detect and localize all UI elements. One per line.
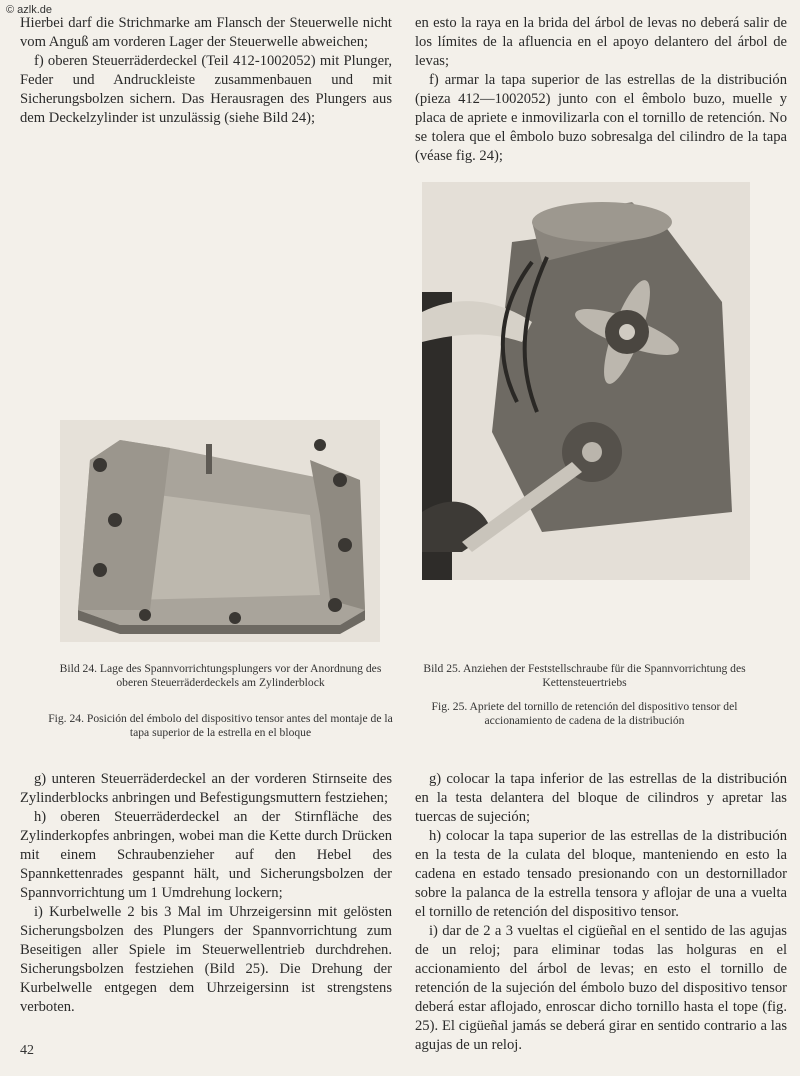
- engine-illustration: [422, 182, 750, 580]
- paragraph: f) armar la tapa superior de las estrellas de la distribución (pieza 412—1002052) junto con el êmbolo buzo, muelle y placa de apriete e inmovilizarla con el tornillo de retención. No se tolera que el êmbolo buzo sobresalga del cilindro de la tapa (véase fig. 24);: [415, 72, 787, 164]
- timing-cover-illustration: [60, 420, 380, 642]
- figure-25-caption-spanish: Fig. 25. Apriete del tornillo de retención del dispositivo tensor del accionamiento de cadena de la distribución: [431, 700, 738, 727]
- paragraph: g) unteren Steuerräderdeckel an der vorderen Stirnseite des Zylinderblocks anbringen und Befestigungsmuttern festziehen;: [20, 771, 392, 806]
- figure-24-cover-photo: [60, 420, 380, 642]
- left-lower-column: [20, 770, 392, 1017]
- figure-25-engine-photo: [422, 182, 750, 580]
- right-upper-column: [415, 14, 787, 166]
- page-number: 42: [20, 1043, 34, 1058]
- figure-24-caption-german: Bild 24. Lage des Spannvorrichtungsplungers vor der Anordnung des oberen Steuerräderdeckels am Zylinderblock: [59, 662, 382, 689]
- paragraph: i) dar de 2 a 3 vueltas el cigüeñal en el sentido de las agujas de un reloj; para eliminar todas las holguras en el accionamiento del árbol de levas; en esto el tornillo de retención de la sujeción del émbolo buzo del dispositivo tensor deberá estar aflojado, enroscar dicho tornillo hasta el tope (fig. 25). El cigüeñal jamás se deberá girar en sentido contrario a las agujas de un reloj.: [415, 923, 787, 1053]
- figure-25-caption-german: Bild 25. Anziehen der Feststellschraube für die Spannvorrichtung des Kettensteuertriebs: [423, 662, 746, 689]
- figure-24-caption-spanish: Fig. 24. Posición del émbolo del dispositivo tensor antes del montaje de la tapa superior de la estrella en el bloque: [48, 712, 393, 739]
- paragraph: i) Kurbelwelle 2 bis 3 Mal im Uhrzeigersinn mit gelösten Sicherungsbolzen des Plungers der Spannvorrichtung zum Beseitigen aller Spiele im Steuerwellentrieb durchdrehen. Sicherungsbolzen festziehen (Bild 25). Die Drehung der Kurbelwelle entgegen dem Uhrzeigersinn ist strengstens verboten.: [20, 904, 392, 1015]
- right-lower-column: [415, 770, 787, 1055]
- paragraph: en esto la raya en la brida del árbol de levas no deberá salir de los límites de la afluencia en el apoyo delantero del árbol de levas;: [415, 15, 787, 69]
- watermark: © azlk.de: [6, 4, 53, 16]
- paragraph: Hierbei darf die Strichmarke am Flansch der Steuerwelle nicht vom Anguß am vorderen Lager der Steuerwelle abweichen;: [20, 15, 392, 50]
- left-upper-column: [20, 14, 392, 128]
- paragraph: g) colocar la tapa inferior de las estrellas de la distribución en la testa delantera del bloque de cilindros y apretar las tuercas de sujeción;: [415, 771, 787, 825]
- paragraph: h) oberen Steuerräderdeckel an der Stirnfläche des Zylinderkopfes anbringen, wobei man die Kette durch Drücken mit einem Schraubenzieher auf den Hebel des Spannkettenrades gespannt hält, und Sicherungsbolzen der Spannvorrichtung um 1 Umdrehung lockern;: [20, 809, 392, 901]
- paragraph: h) colocar la tapa superior de las estrellas de la distribución en la testa de la culata del bloque, manteniendo en esto la cadena en estado tensado presionando con un destornillador sobre la palanca de la estrella tensora y aflojar de una a vuelta el tornillo de retención del dispositivo tensor.: [415, 828, 787, 920]
- paragraph: f) oberen Steuerräderdeckel (Teil 412-1002052) mit Plunger, Feder und Andruckleiste zusammenbauen und mit Sicherungsbolzen sichern. Das Herausragen des Plungers aus dem Deckelzylinder ist unzulässig (siehe Bild 24);: [20, 53, 392, 126]
